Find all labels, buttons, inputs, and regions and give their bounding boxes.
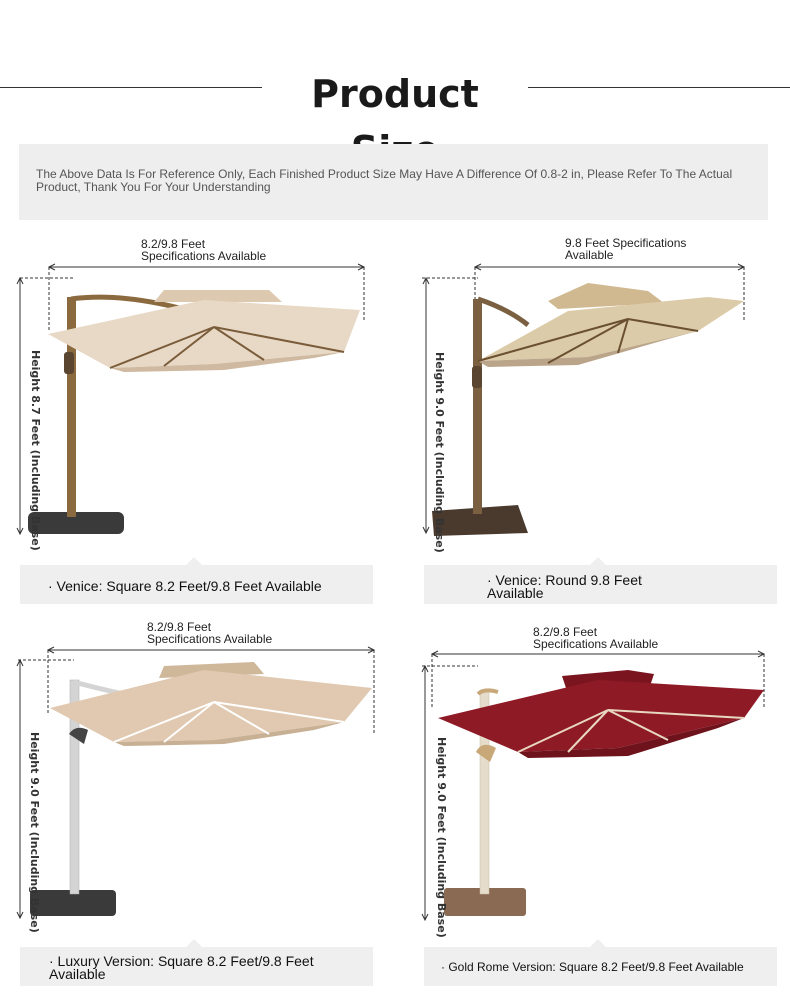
notice-box: [19, 144, 768, 220]
page-title: Product: [262, 66, 528, 122]
product-caption: · Venice: Round 9.8 Feet Available: [424, 565, 777, 604]
caption-pointer: [186, 939, 202, 947]
width-spec-label: 9.8 Feet Specifications Available: [565, 236, 687, 262]
umbrella-illustration: [418, 648, 768, 924]
width-spec-label: 8.2/9.8 Feet Specifications Available: [533, 625, 659, 651]
width-spec-label: 8.2/9.8 Feet Specifications Available: [141, 237, 267, 263]
width-spec-label: 8.2/9.8 Feet Specifications Available: [147, 620, 273, 646]
umbrella-illustration: [14, 262, 374, 542]
height-spec-label: Height 9.0 Feet (Including Base): [433, 352, 446, 553]
header-line-right: [528, 87, 790, 88]
product-caption: · Luxury Version: Square 8.2 Feet/9.8 Feet Available: [20, 947, 373, 986]
product-caption: · Venice: Square 8.2 Feet/9.8 Feet Available: [20, 565, 373, 604]
header-line-left: [0, 87, 262, 88]
notice-text: The Above Data Is For Reference Only, Each Finished Product Size May Have A Difference Of 0.8-2 in, Please Refer To The Actual Product, Thank You For Your Understanding: [36, 167, 733, 194]
product-caption: · Gold Rome Version: Square 8.2 Feet/9.8 Feet Available: [424, 947, 777, 986]
caption-pointer: [590, 939, 606, 947]
height-spec-label: Height 8.7 Feet (Including Base): [29, 350, 42, 551]
height-spec-label: Height 9.0 Feet (Including Base): [435, 737, 448, 938]
caption-pointer: [590, 557, 606, 565]
height-spec-label: Height 9.0 Feet (Including Base): [28, 732, 41, 933]
caption-pointer: [186, 557, 202, 565]
umbrella-illustration: [418, 261, 758, 541]
umbrella-illustration: [14, 644, 380, 924]
